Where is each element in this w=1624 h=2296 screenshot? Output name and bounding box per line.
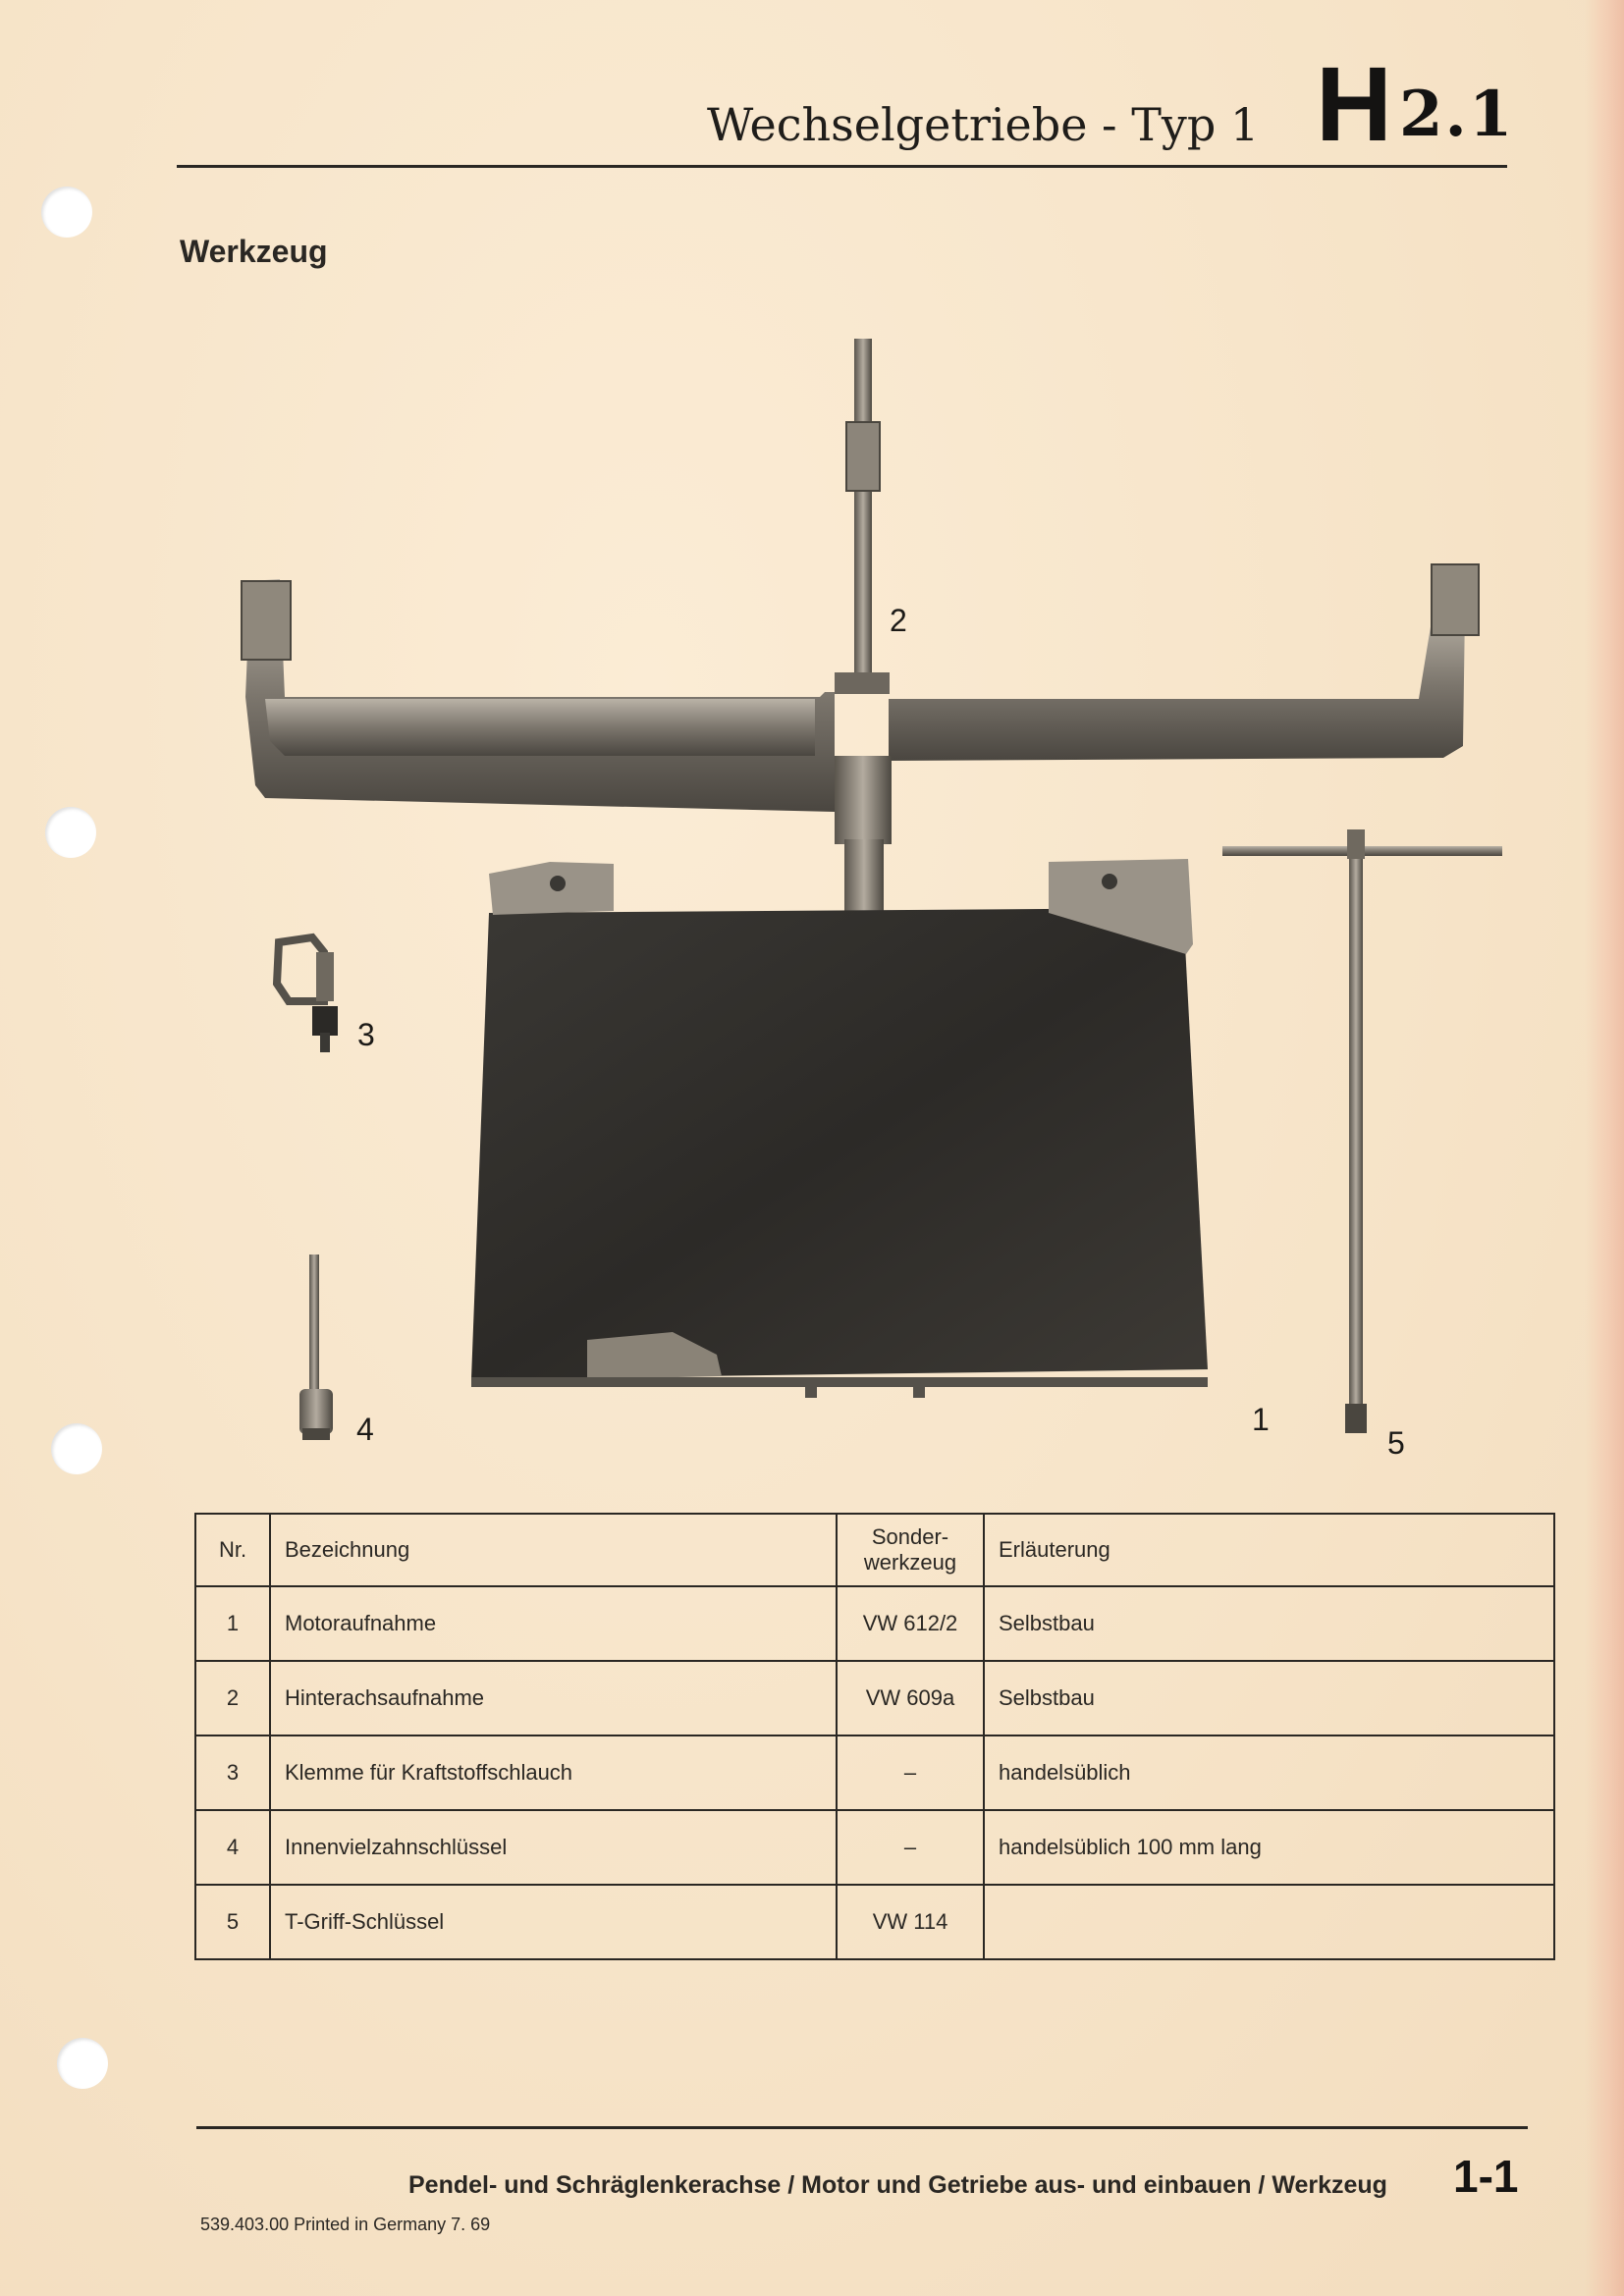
figure-label-3: 3	[357, 1017, 375, 1052]
section-heading: Werkzeug	[180, 234, 328, 269]
header-sonderwerkzeug-line1: Sonder-	[871, 1524, 949, 1549]
punch-hole	[51, 1423, 102, 1474]
row-sonderwerkzeug: VW 609a	[837, 1661, 984, 1735]
header-sonderwerkzeug-line2: werkzeug	[863, 1550, 957, 1575]
table-row	[195, 1661, 1554, 1735]
tool-klemme	[277, 937, 338, 1052]
row-nr: 3	[195, 1735, 270, 1810]
row-nr: 4	[195, 1810, 270, 1885]
row-bezeichnung: Hinterachsaufnahme	[270, 1661, 837, 1735]
row-bezeichnung: T-Griff-Schlüssel	[270, 1885, 837, 1959]
table-row	[195, 1885, 1554, 1959]
punch-hole	[41, 187, 92, 238]
print-info: 539.403.00 Printed in Germany 7. 69	[200, 2215, 491, 2234]
table-header-row	[195, 1514, 1554, 1586]
tool-innenvielzahnschluessel	[299, 1255, 333, 1440]
tools-photograph	[226, 324, 1502, 1472]
punch-hole	[45, 807, 96, 858]
figure-label-2: 2	[890, 603, 907, 638]
row-nr: 5	[195, 1885, 270, 1959]
page-number: 1-1	[1453, 2151, 1519, 2202]
footer-title: Pendel- und Schräglenkerachse / Motor und Getriebe aus- und einbauen / Werkzeug	[408, 2171, 1387, 2199]
figure-label-5: 5	[1387, 1425, 1405, 1461]
tool-motoraufnahme	[471, 859, 1208, 1398]
table-row	[195, 1586, 1554, 1661]
figure-label-4: 4	[356, 1412, 374, 1447]
tools-table	[194, 1513, 1555, 1960]
header-sonderwerkzeug	[837, 1514, 984, 1586]
row-sonderwerkzeug: –	[837, 1810, 984, 1885]
row-nr: 2	[195, 1661, 270, 1735]
row-sonderwerkzeug: –	[837, 1735, 984, 1810]
header-erlaeuterung: Erläuterung	[984, 1514, 1554, 1586]
table-row	[195, 1735, 1554, 1810]
tool-t-griff-schluessel	[1222, 829, 1502, 1433]
row-erlaeuterung: Selbstbau	[984, 1586, 1554, 1661]
section-letter: H	[1316, 44, 1392, 163]
page-title: Wechselgetriebe - Typ 1	[707, 98, 1260, 151]
footer-rule	[196, 2126, 1528, 2129]
row-erlaeuterung: handelsüblich	[984, 1735, 1554, 1810]
row-bezeichnung: Innenvielzahnschlüssel	[270, 1810, 837, 1885]
section-number: 2.1	[1399, 78, 1515, 151]
row-erlaeuterung: handelsüblich 100 mm lang	[984, 1810, 1554, 1885]
figure-label-1: 1	[1252, 1402, 1270, 1437]
table-row	[195, 1810, 1554, 1885]
header-nr: Nr.	[195, 1514, 270, 1586]
tool-hinterachsaufnahme	[242, 339, 1502, 928]
page-edge-shading	[1585, 0, 1624, 2296]
punch-hole	[57, 2038, 108, 2089]
row-sonderwerkzeug: VW 612/2	[837, 1586, 984, 1661]
row-erlaeuterung: Selbstbau	[984, 1661, 1554, 1735]
row-erlaeuterung	[984, 1885, 1554, 1959]
header-rule	[177, 165, 1507, 168]
row-nr: 1	[195, 1586, 270, 1661]
row-sonderwerkzeug: VW 114	[837, 1885, 984, 1959]
row-bezeichnung: Klemme für Kraftstoffschlauch	[270, 1735, 837, 1810]
header-bezeichnung: Bezeichnung	[270, 1514, 837, 1586]
row-bezeichnung: Motoraufnahme	[270, 1586, 837, 1661]
